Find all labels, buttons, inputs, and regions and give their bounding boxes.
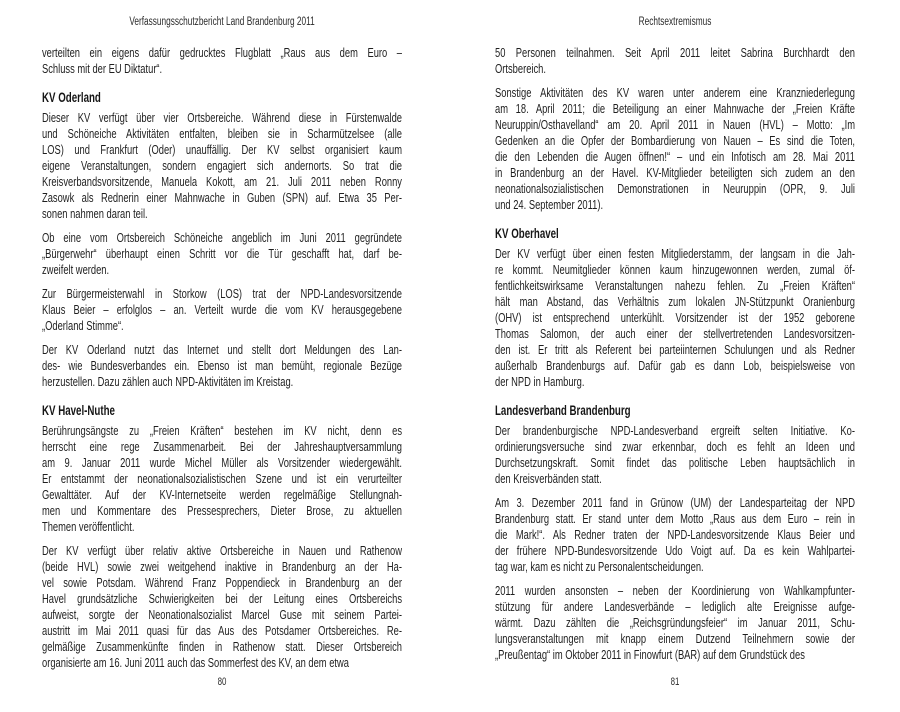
text-line: vel sowie Potsdam. Während Franz Poppendieck in Brandenburg an der [42, 575, 402, 590]
running-header-left: Verfassungsschutzbericht Land Brandenburg 2011 [129, 16, 315, 28]
text-line: hält man Abstand, das Verhältnis zum lokalen JN-Stützpunkt Oranienburg [495, 294, 855, 309]
text-line: Themen veröffentlicht. [42, 519, 135, 534]
text-line: „Preußentag“ im Oktober 2011 in Finowfurt (BAR) auf dem Grundstück des [495, 647, 805, 662]
paragraph [495, 246, 855, 390]
text-line: zweifelt werden. [42, 262, 110, 277]
paragraph [42, 230, 402, 278]
text-line: Der brandenburgische NPD-Landesverband ergreift selten Initiative. Ko- [495, 423, 855, 438]
page-body-right [495, 45, 855, 663]
paragraph [495, 583, 855, 663]
text-line: sonen nahmen daran teil. [42, 206, 148, 221]
text-line: „Bürgerwehr“ überhaupt einen Schritt vor die Tür geschafft hat, darf be- [42, 246, 402, 261]
text-line: eigene Veranstaltungen, sondern engagiert sich andernorts. So trat die [42, 158, 402, 173]
text-line: Zur Bürgermeisterwahl in Storkow (LOS) trat der NPD-Landesvorsitzende [42, 286, 402, 301]
text-line: Dieser KV verfügt über vier Ortsbereiche. Während diese in Fürstenwalde [42, 110, 402, 125]
text-line: herzustellen. Dazu zählen auch NPD-Aktivitäten im Kreistag. [42, 374, 294, 389]
paragraph [42, 286, 402, 334]
text-line: LOS) und Frankfurt (Oder) unauffällig. Der KV selbst organisiert kaum [42, 142, 402, 157]
text-line: ordinierungsversuche sind zwar erkennbar, doch es fehlt an Ideen und [495, 439, 855, 454]
text-line: die den Lebenden die Augen öffnen!“ – und ein Infotisch am 28. Mai 2011 [495, 149, 855, 164]
text-line: am 18. April 2011; die Beteiligung an einer Mahnwache der „Freien Kräfte [495, 101, 855, 116]
paragraph [42, 543, 402, 671]
text-line: Berührungsängste zu „Freien Kräften“ bestehen im KV nicht, denn es [42, 423, 402, 438]
paragraph [42, 423, 402, 535]
text-line: herrscht eine rege Zusammenarbeit. Bei der Jahreshauptversammlung [42, 439, 402, 454]
text-line: Klaus Beier – erfolglos – an. Verteilt wurde die vom KV herausgegebene [42, 302, 402, 317]
text-line: Havel grundsätzliche Schwierigkeiten bei der Leitung eines Ortsbereichs [42, 591, 402, 606]
text-line: aufweist, sorgte der Neonationalsozialist Marcel Guse mit seinem Partei- [42, 607, 402, 622]
text-line: Der KV Oderland nutzt das Internet und stellt dort Meldungen des Lan- [42, 342, 402, 357]
text-line: außerhalb Brandenburgs auf. Dafür gab es dann Lob, beispielsweise von [495, 358, 855, 373]
text-line: Brandenburg statt. Er stand unter dem Motto „Raus aus dem Euro – rein in [495, 511, 855, 526]
paragraph [495, 85, 855, 213]
text-line: re kommt. Neumitglieder können kaum hinzugewonnen werden, zumal öf- [495, 262, 855, 277]
text-line: und 24. September 2011). [495, 197, 604, 212]
text-line: des- wie Bundesverbandes ein. Ebenso ist man bemüht, regionale Bezüge [42, 358, 402, 373]
page-right-content [495, 0, 855, 712]
text-line: „Oderland Stimme“. [42, 318, 124, 333]
text-line: Thomas Salomon, der auch einer der stellvertretenden Landesvorsitzen- [495, 326, 855, 341]
text-line: den Kreisverbänden statt. [495, 471, 602, 486]
text-line: men und Kommentare des Pressesprechers, Dieter Brose, zu aktuellen [42, 503, 402, 518]
text-line: 50 Personen teilnahmen. Seit April 2011 leitet Sabrina Burchhardt den [495, 45, 855, 60]
text-line: Der KV verfügt über einen festen Mitgliederstamm, der langsam in die Jah- [495, 246, 855, 261]
text-line: der frühere NPD-Bundesvorsitzende Udo Voigt auf. Da es kein Wahlpartei- [495, 543, 855, 558]
text-line: 2011 wurden ansonsten – neben der Koordinierung von Wahlkampfunter- [495, 583, 855, 598]
text-line: Kreisverbandsvorsitzende, Manuela Kokott, am 21. Juli 2011 neben Ronny [42, 174, 402, 189]
text-line: Neuruppin/Osthavelland“ am 20. April 2011 in Nauen (HVL) – Motto: „Im [495, 117, 855, 132]
text-line: in Brandenburg an der Havel. KV-Mitglieder beteiligten sich zudem an den [495, 165, 855, 180]
text-line: (OHV) ist entsprechend unterkühlt. Vorsitzender ist der 1952 geborene [495, 310, 855, 325]
text-line: organisierte am 16. Juni 2011 auch das Sommerfest des KV, an dem etwa [42, 655, 349, 670]
text-line: Am 3. Dezember 2011 fand in Grünow (UM) der Landesparteitag der NPD [495, 495, 855, 510]
text-line: stützung für andere Landesverbände – lediglich alte Ereignisse aufge- [495, 599, 855, 614]
paragraph [42, 45, 402, 77]
page-body-left [42, 45, 402, 671]
paragraph [495, 495, 855, 575]
page-number-right: 81 [670, 676, 680, 688]
paragraph [42, 110, 402, 222]
text-line: die Mark!“. Als Redner traten der NPD-Landesvorsitzende Klaus Beier und [495, 527, 855, 542]
text-line: Zasowk als Rednerin einer Mahnwache in Guben (SPN) auf. Etwa 35 Per- [42, 190, 402, 205]
text-line: austritt im Mai 2011 quasi für das Aus des Potsdamer Ortsbereiches. Re- [42, 623, 402, 638]
text-line: Der KV verfügt über relativ aktive Ortsbereiche in Nauen und Rathenow [42, 543, 402, 558]
running-header-right: Rechtsextremismus [638, 16, 712, 28]
page-right [450, 0, 900, 712]
text-line: Schluss mit der EU Diktatur“. [42, 61, 163, 76]
text-line: lungsveranstaltungen mit knapp einem Dutzend Teilnehmern sowie der [495, 631, 855, 646]
text-line: tag war, kam es nicht zu Personalentscheidungen. [495, 559, 704, 574]
text-line: wärmt. Dazu zählten die „Reichsgründungsfeier“ im Januar 2011, Schu- [495, 615, 855, 630]
section-heading: KV Oderland [42, 90, 101, 105]
page-number-left: 80 [217, 676, 227, 688]
text-line: Ortsbereich. [495, 61, 546, 76]
text-line: Gedenken an die Opfer der Bombardierung von Nauen – Es sind die Toten, [495, 133, 855, 148]
text-line: gelmäßige Zusammenkünfte finden in Rathenow statt. Dieser Ortsbereich [42, 639, 402, 654]
section-heading: KV Oberhavel [495, 226, 559, 241]
text-line: Durchsetzungskraft. Somit findet das politische Leben hauptsächlich in [495, 455, 855, 470]
text-line: und Schöneiche Aktivitäten entfalten, bleiben sie in Scharmützelsee (alle [42, 126, 402, 141]
paragraph [495, 423, 855, 487]
paragraph [42, 342, 402, 390]
paragraph [495, 45, 855, 77]
text-line: Ob eine vom Ortsbereich Schöneiche angeblich im Juni 2011 gegründete [42, 230, 402, 245]
page-left-content [42, 0, 402, 712]
text-line: am 9. Januar 2011 wurde Michel Müller als Vorsitzender wiedergewählt. [42, 455, 402, 470]
text-line: Gewalttäter. Auf der KV-Internetseite werden regelmäßige Stellungnah- [42, 487, 402, 502]
text-line: der NPD in Hamburg. [495, 374, 585, 389]
text-line: neonationalsozialistischen Demonstrationen in Neuruppin (OPR, 9. Juli [495, 181, 855, 196]
text-line: Er entstammt der neonationalsozialistischen Szene und ist ein verurteilter [42, 471, 402, 486]
text-line: (beide HVL) sowie zwei weitgehend inaktive in Brandenburg an der Ha- [42, 559, 402, 574]
text-line: verteilten ein eigens dafür gedrucktes Flugblatt „Raus aus dem Euro – [42, 45, 402, 60]
section-heading: KV Havel-Nuthe [42, 403, 115, 418]
section-heading: Landesverband Brandenburg [495, 403, 631, 418]
text-line: Sonstige Aktivitäten des KV waren unter anderem eine Kranzniederlegung [495, 85, 855, 100]
text-line: fentlichkeitswirksame Veranstaltungen nahezu fehlen. Zu „Freien Kräften“ [495, 278, 855, 293]
text-line: den ist. Er tritt als Referent bei parteiinternen Schulungen und als Redner [495, 342, 855, 357]
